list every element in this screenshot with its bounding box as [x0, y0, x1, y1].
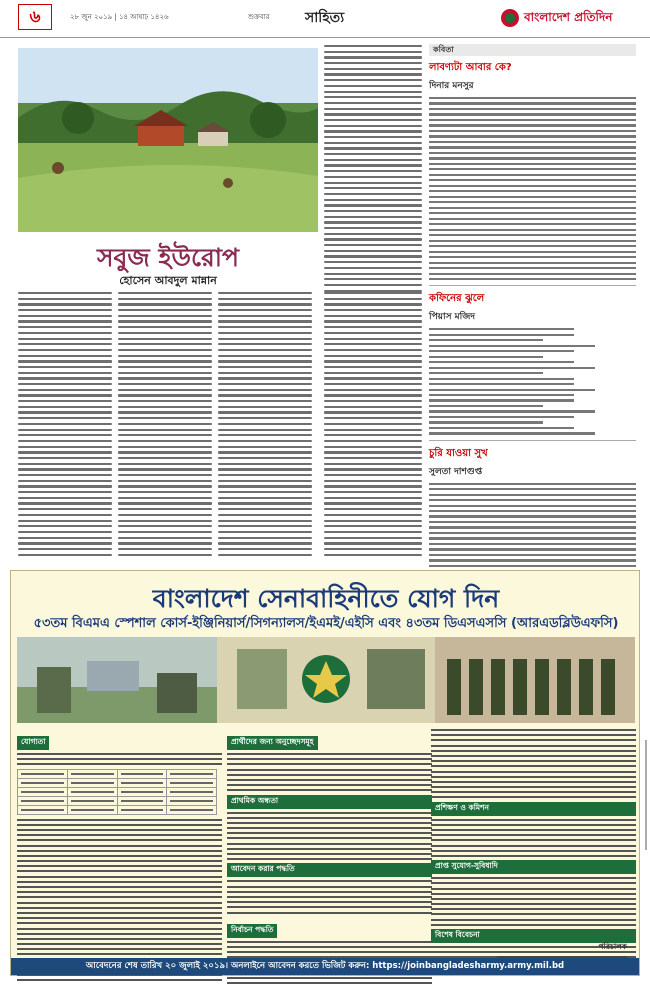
poem-body [429, 97, 636, 280]
poem-body [429, 328, 636, 434]
poem-author: সুলতা দাশগুপ্ত [429, 466, 483, 477]
ad-section-heading: আবেদন করার পদ্ধতি [227, 863, 432, 877]
ad-section-text [227, 812, 432, 861]
poem-author: দিনার মনসুর [429, 81, 474, 91]
poem-column [429, 44, 636, 566]
ad-subtitle: ৫৩তম বিএমএ স্পেশাল কোর্স-ইঞ্জিনিয়ার্স/সিগন্যালস/ইএমই/এইসি এবং ৪৩তম ডিএসএসসি (আরএডব্লিউএফসি) [33, 616, 619, 631]
poem-section-banner: কবিতা [429, 44, 636, 56]
date-line: ২৮ জুন ২০১৯ | ১৪ আষাঢ় ১৪২৬ [70, 13, 169, 21]
ad-section-text [227, 880, 432, 913]
poem-title: লাবণ্যটা আবার কে? [429, 62, 512, 73]
day-name: শুক্রবার [248, 13, 270, 21]
ad-section-text [431, 819, 636, 857]
ad-section-heading: প্রাপ্ত সুযোগ-সুবিধাদি [431, 860, 636, 874]
feature-author: হোসেন আবদুল মান্নান [119, 274, 217, 287]
ad-section-text [431, 877, 636, 926]
ad-section-heading: প্রার্থীদের জন্য অনুচ্ছেদসমূহ [227, 736, 318, 750]
article-column-2 [118, 292, 212, 559]
ad-section-text [17, 753, 222, 765]
poem-divider [429, 440, 636, 441]
article-column-1 [18, 292, 112, 559]
poem-author: পিয়াস মজিদ [429, 312, 476, 323]
article-column-4 [324, 45, 422, 295]
ad-section-heading: যোগ্যতা [17, 736, 49, 750]
ad-column-3 [431, 729, 636, 967]
newspaper-brand [500, 6, 638, 30]
ad-column-1 [17, 729, 222, 984]
ad-section-text [227, 753, 432, 791]
ad-title: বাংলাদেশ সেনাবাহিনীতে যোগ দিন [152, 584, 500, 613]
ad-photo-collage [17, 637, 635, 723]
feature-title: সবুজ ইউরোপ [97, 243, 239, 272]
poem-title: চুরি যাওয়া সুখ [429, 447, 488, 459]
ad-section-heading: নির্বাচন পদ্ধতি [227, 924, 277, 938]
ad-section-heading: প্রাথমিক অন্ধতা [227, 795, 432, 809]
ad-signature-title: পরিচালক [598, 942, 627, 951]
newspaper-logo-icon [500, 8, 520, 28]
ad-section-heading: প্রশিক্ষণ ও কমিশন [431, 802, 636, 816]
article-column-5 [324, 292, 422, 559]
ad-application-footer[interactable]: আবেদনের শেষ তারিখ ২০ জুলাই ২০১৯। অনলাইনে আবেদন করতে ভিজিট করুন: https://joinbangladesharmy.army.mil.bd [11, 958, 639, 975]
page-number: ৬ [18, 4, 52, 30]
vertical-margin-note [642, 740, 650, 860]
ad-eligibility-table [17, 769, 217, 815]
army-recruitment-advertisement [10, 570, 640, 976]
ad-section-heading: বিশেষ বিবেচনা [431, 929, 636, 943]
ad-column-2 [227, 729, 432, 984]
poem-divider [429, 285, 636, 286]
feature-photo [18, 48, 318, 232]
newspaper-name: বাংলাদেশ প্রতিদিন [524, 10, 613, 24]
ad-section-text [431, 729, 636, 798]
masthead [0, 0, 650, 38]
article-column-3 [218, 292, 312, 559]
poem-title: কফিনের ঝুলে [429, 293, 485, 305]
section-title: সাহিত্য [305, 10, 345, 26]
